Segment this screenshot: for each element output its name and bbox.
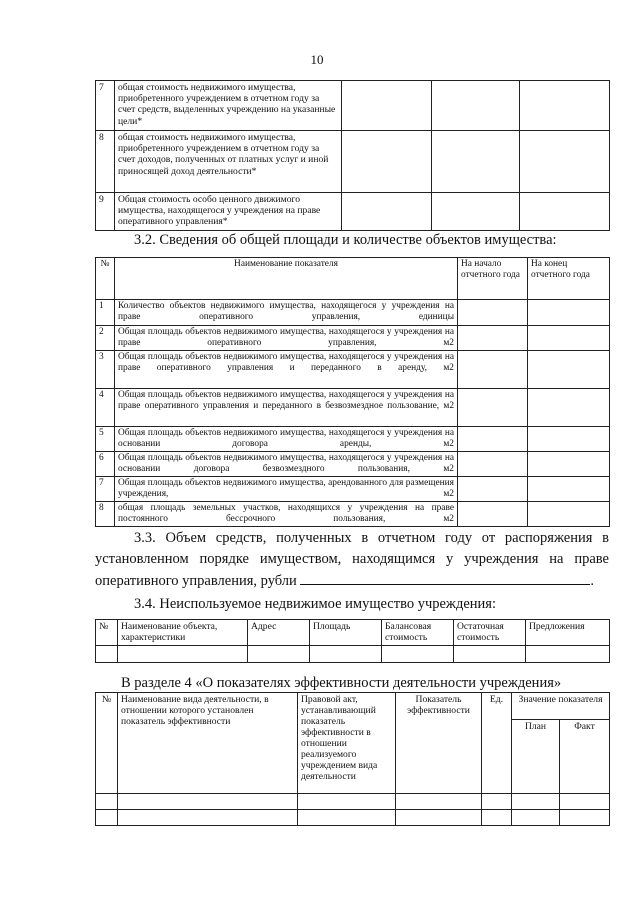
table-row xyxy=(96,427,610,452)
row-number: 7 xyxy=(96,81,115,131)
row-text: Общая стоимость особо ценного движимого имущества, находящегося у учреждения на праве оперативного управления* xyxy=(115,193,342,231)
table-row xyxy=(96,326,610,351)
table-unused-property xyxy=(95,619,610,663)
empty-cell xyxy=(382,646,454,663)
header-activity: Наименование вида деятельности, в отношении которого установлен показатель эффективности xyxy=(118,693,298,794)
empty-cell xyxy=(118,810,298,826)
section-4-heading: В разделе 4 «О показателях эффективности деятельности учреждения» xyxy=(121,675,562,691)
table-row xyxy=(96,389,610,427)
header-fact: Факт xyxy=(560,720,610,794)
row-number: 9 xyxy=(96,193,115,231)
empty-cell xyxy=(528,300,610,326)
empty-cell xyxy=(298,810,396,826)
empty-cell xyxy=(458,452,528,477)
header-name: Наименование показателя xyxy=(115,258,458,300)
empty-cell xyxy=(528,452,610,477)
empty-cell xyxy=(526,646,610,663)
table-top xyxy=(95,80,610,231)
empty-cell xyxy=(458,427,528,452)
empty-cell xyxy=(458,389,528,427)
table-row xyxy=(96,300,610,326)
header-balance-value: Балансовая стоимость xyxy=(382,620,454,646)
table-efficiency xyxy=(95,692,610,826)
header-num: № xyxy=(96,258,115,300)
table-row xyxy=(96,131,610,193)
empty-cell xyxy=(528,502,610,527)
table-row xyxy=(96,646,610,663)
header-legal-act: Правовой акт, устанавливающий показатель эффективности в отношении реализуемого учреждением вида деятельности xyxy=(298,693,396,794)
header-proposals: Предложения xyxy=(526,620,610,646)
section-3-2-heading: 3.2. Сведения об общей площади и количестве объектов имущества: xyxy=(134,232,557,248)
row-text: Общая площадь объектов недвижимого имущества, находящегося у учреждения на праве оперативного управления и переданного в аренду, м2 xyxy=(115,351,458,389)
empty-cell xyxy=(118,794,298,810)
empty-cell xyxy=(342,81,432,131)
empty-cell xyxy=(432,131,520,193)
row-text: Общая площадь объектов недвижимого имущества, находящегося у учреждения на основании договора безвозмездного пользования, м2 xyxy=(115,452,458,477)
empty-cell xyxy=(458,477,528,502)
empty-cell xyxy=(118,646,248,663)
table-row xyxy=(96,477,610,502)
section-3-3-line2: установленном порядке имуществом, находящимся у учреждения на праве xyxy=(95,551,609,567)
row-number: 4 xyxy=(96,389,115,427)
row-text: Общая площадь объектов недвижимого имущества, находящегося у учреждения на праве оперативного управления и переданного в безвозмездное пользование, м2 xyxy=(115,389,458,427)
table-header-row xyxy=(96,693,610,720)
row-text: Общая площадь объектов недвижимого имущества, находящегося у учреждения на основании договора аренды, м2 xyxy=(115,427,458,452)
empty-cell xyxy=(528,477,610,502)
table-property-area xyxy=(95,257,610,527)
table-header-row xyxy=(96,258,610,300)
table-row xyxy=(96,193,610,231)
row-text: Общая площадь объектов недвижимого имущества, арендованного для размещения учреждения, м2 xyxy=(115,477,458,502)
header-object: Наименование объекта, характеристики xyxy=(118,620,248,646)
amount-blank-field xyxy=(300,570,590,585)
row-text: общая стоимость недвижимого имущества, приобретенного учреждением в отчетном году за счет средств, выделенных учреждению на указанные цели* xyxy=(115,81,342,131)
header-value: Значение показателя xyxy=(512,693,610,720)
empty-cell xyxy=(528,351,610,389)
empty-cell xyxy=(528,326,610,351)
empty-cell xyxy=(458,502,528,527)
table-row xyxy=(96,810,610,826)
row-number: 8 xyxy=(96,131,115,193)
empty-cell xyxy=(248,646,310,663)
empty-cell xyxy=(482,794,512,810)
row-number: 2 xyxy=(96,326,115,351)
empty-cell xyxy=(520,131,610,193)
header-num: № xyxy=(96,620,118,646)
table-row xyxy=(96,351,610,389)
empty-cell xyxy=(96,646,118,663)
empty-cell xyxy=(342,131,432,193)
row-text: Количество объектов недвижимого имущества, находящегося у учреждения на праве оперативного управления, единицы xyxy=(115,300,458,326)
table-row xyxy=(96,502,610,527)
empty-cell xyxy=(96,794,118,810)
empty-cell xyxy=(560,794,610,810)
row-number: 1 xyxy=(96,300,115,326)
empty-cell xyxy=(342,193,432,231)
empty-cell xyxy=(432,193,520,231)
row-text: общая стоимость недвижимого имущества, приобретенного учреждением в отчетном году за счет доходов, полученных от платных услуг и иной приносящей доход деятельности* xyxy=(115,131,342,193)
header-residual-value: Остаточная стоимость xyxy=(454,620,526,646)
empty-cell xyxy=(512,794,560,810)
empty-cell xyxy=(310,646,382,663)
empty-cell xyxy=(454,646,526,663)
empty-cell xyxy=(482,810,512,826)
table-row xyxy=(96,81,610,131)
empty-cell xyxy=(298,794,396,810)
empty-cell xyxy=(528,427,610,452)
header-end: На конец отчетного года xyxy=(528,258,610,300)
section-3-3-end: . xyxy=(590,573,595,589)
header-start: На начало отчетного года xyxy=(458,258,528,300)
empty-cell xyxy=(96,810,118,826)
header-address: Адрес xyxy=(248,620,310,646)
row-number: 3 xyxy=(96,351,115,389)
table-header-row xyxy=(96,620,610,646)
row-text: Общая площадь объектов недвижимого имущества, находящегося у учреждения на праве оперативного управления, м2 xyxy=(115,326,458,351)
empty-cell xyxy=(520,193,610,231)
empty-cell xyxy=(396,810,482,826)
table-row xyxy=(96,452,610,477)
section-3-4-heading: 3.4. Неиспользуемое недвижимое имущество учреждения: xyxy=(134,596,496,612)
page-number: 10 xyxy=(310,52,324,67)
empty-cell xyxy=(432,81,520,131)
empty-cell xyxy=(560,810,610,826)
section-3-3-text: оперативного управления, рубли xyxy=(95,573,297,589)
row-number: 5 xyxy=(96,427,115,452)
empty-cell xyxy=(396,794,482,810)
empty-cell xyxy=(512,810,560,826)
row-number: 7 xyxy=(96,477,115,502)
header-unit: Ед. xyxy=(482,693,512,794)
empty-cell xyxy=(458,300,528,326)
row-text: общая площадь земельных участков, находящихся у учреждения на праве постоянного бессрочного пользования, м2 xyxy=(115,502,458,527)
header-area: Площадь xyxy=(310,620,382,646)
table-row xyxy=(96,794,610,810)
section-3-3-line1: 3.3. Объем средств, полученных в отчетном году от распоряжения в xyxy=(134,530,609,546)
empty-cell xyxy=(520,81,610,131)
section-3-3-line3 xyxy=(95,570,609,592)
empty-cell xyxy=(528,389,610,427)
header-num: № xyxy=(96,693,118,794)
empty-cell xyxy=(458,326,528,351)
header-plan: План xyxy=(512,720,560,794)
row-number: 8 xyxy=(96,502,115,527)
empty-cell xyxy=(458,351,528,389)
row-number: 6 xyxy=(96,452,115,477)
header-indicator: Показатель эффективности xyxy=(396,693,482,794)
